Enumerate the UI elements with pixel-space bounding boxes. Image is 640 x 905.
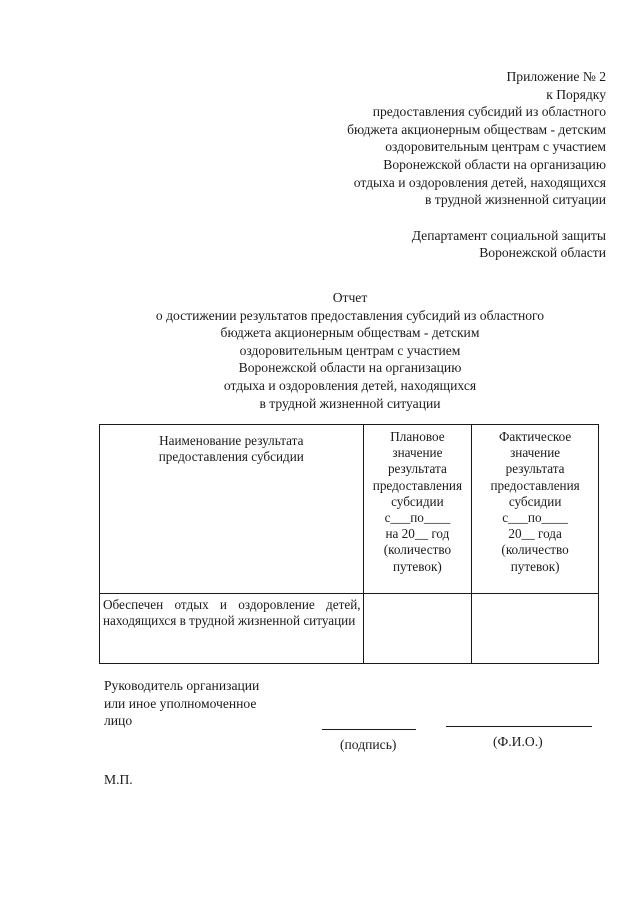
header-line: путевок) bbox=[510, 558, 560, 574]
signatory-line: Руководитель организации bbox=[104, 678, 260, 693]
appendix-line: Приложение № 2 bbox=[506, 69, 606, 84]
header-line: предоставления bbox=[490, 477, 580, 493]
recipient-line: Воронежской области bbox=[479, 245, 606, 261]
header-line: предоставления bbox=[372, 477, 463, 493]
header-line: 20__ года bbox=[508, 526, 562, 542]
appendix-line: бюджета акционерным обществам - детским bbox=[347, 121, 606, 137]
stamp-placeholder: М.П. bbox=[104, 772, 133, 787]
header-line: значение bbox=[510, 445, 561, 461]
header-planned-value bbox=[363, 425, 472, 594]
actual-value-cell bbox=[472, 594, 599, 664]
header-actual-value bbox=[472, 425, 599, 594]
header-line: субсидии bbox=[391, 493, 444, 509]
signature-block bbox=[104, 677, 304, 730]
signature-underline bbox=[322, 729, 416, 730]
header-result-name bbox=[100, 425, 364, 594]
appendix-line: отдыха и оздоровления детей, находящихся bbox=[353, 174, 606, 190]
report-table bbox=[99, 424, 599, 664]
report-subtitle-line: в трудной жизненной ситуации bbox=[259, 395, 441, 411]
header-line: Наименование результата bbox=[159, 433, 304, 448]
report-subtitle-line: о достижении результатов предоставления субсидий из областного bbox=[155, 307, 545, 323]
name-underline bbox=[446, 726, 592, 727]
signatory-line: лицо bbox=[104, 713, 133, 729]
report-subtitle-line: бюджета акционерным обществам - детским bbox=[220, 325, 480, 341]
header-line: путевок) bbox=[393, 558, 442, 574]
appendix-line: к Порядку bbox=[546, 86, 606, 102]
header-line: на 20__ год bbox=[385, 526, 450, 542]
header-line: предоставления субсидии bbox=[158, 449, 304, 465]
table-header-row bbox=[100, 425, 599, 594]
report-title: Отчет bbox=[332, 290, 368, 305]
report-subtitle-line: отдыха и оздоровления детей, находящихся bbox=[223, 377, 477, 393]
report-subtitle-line: оздоровительным центрам с участием bbox=[239, 342, 461, 358]
header-line: Фактическое bbox=[498, 429, 572, 444]
report-title-block bbox=[100, 289, 600, 412]
header-line: (количество bbox=[383, 542, 452, 558]
header-line: с___по____ bbox=[384, 510, 451, 526]
header-line: результата bbox=[505, 461, 565, 477]
appendix-line: Воронежской области на организацию bbox=[383, 156, 606, 172]
report-subtitle-line: Воронежской области на организацию bbox=[238, 360, 462, 376]
header-line: с___по____ bbox=[502, 510, 568, 526]
header-line: субсидии bbox=[508, 493, 562, 509]
appendix-line: предоставления субсидий из областного bbox=[372, 104, 606, 120]
name-caption: (Ф.И.О.) bbox=[493, 734, 543, 749]
signature-caption: (подпись) bbox=[340, 737, 397, 752]
header-line: Плановое bbox=[390, 429, 445, 444]
signatory-line: или иное уполномоченное bbox=[104, 695, 257, 711]
appendix-line: в трудной жизненной ситуации bbox=[424, 192, 606, 208]
planned-value-cell bbox=[363, 594, 472, 664]
table-row bbox=[100, 594, 599, 664]
appendix-line: оздоровительным центрам с участием bbox=[385, 139, 606, 155]
header-line: результата bbox=[387, 461, 447, 477]
header-line: (количество bbox=[501, 542, 569, 558]
result-name-cell: Обеспечен отдых и оздоровление детей, находящихся в трудной жизненной ситуации bbox=[100, 594, 364, 664]
recipient-line: Департамент социальной защиты bbox=[411, 227, 606, 243]
appendix-header bbox=[347, 68, 606, 262]
header-line: значение bbox=[392, 445, 443, 461]
